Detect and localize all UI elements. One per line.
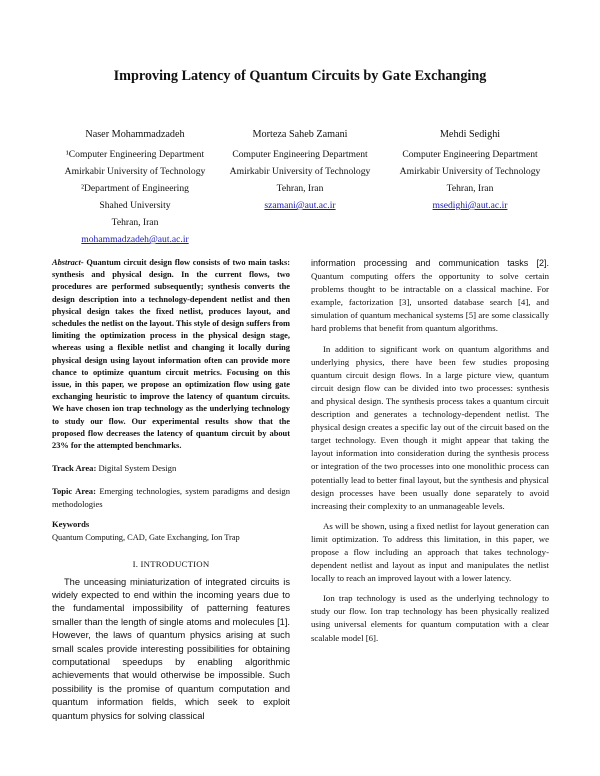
- author-affiliation-line: Tehran, Iran: [276, 183, 324, 194]
- author-affiliation-line: Amirkabir University of Technology: [229, 166, 371, 177]
- left-column: [52, 257, 290, 723]
- track-area-label: Track Area:: [52, 463, 97, 474]
- author-affiliation-line: Tehran, Iran: [446, 183, 494, 194]
- body-text: Quantum computing offers the opportunity to solve certain problems thought to be intractable on a classical machine. For example, factorization [3], unsorted database search [4], and simulation of quantum mechanical systems [5] are some classically hard problems that benefit from quantum algorithms.: [311, 271, 549, 334]
- author-affiliation-line: Shahed University: [99, 200, 171, 211]
- author-block-1: [40, 126, 230, 248]
- keywords-value: Quantum Computing, CAD, Gate Exchanging, Ion Trap: [52, 533, 240, 543]
- track-area: [52, 462, 290, 475]
- body-paragraph: As will be shown, using a fixed netlist for layout generation can limit optimization. To address this limitation, in this paper, we propose a flow including an approach that takes technology-dependent netlist and layout as input and manipulates the netlist locally to reach an improved layout with a lower latency.: [311, 520, 549, 584]
- topic-area: [52, 485, 290, 511]
- right-column: [311, 257, 549, 652]
- author-block-2: [205, 126, 395, 214]
- abstract-label: Abstract-: [52, 258, 84, 267]
- author-email-link[interactable]: szamani@aut.ac.ir: [264, 200, 336, 211]
- body-paragraph: In addition to significant work on quantum algorithms and underlying physics, there have been few studies proposing quantum circuit design flows. In a large picture view, quantum circuit design flow can be divided into two processes: synthesis and physical design. The synthesis process takes a quantum circuit description and generates a technology-dependent netlist. The physical design creates a specific lay out of the circuit based on the target technology. Even though it might appear that taking the layout information into consideration during the synthesis process or integration of the two processes into one monolithic process can potentially lead to better final layout, but the synthesis and physical design processes have been usually done separately to avoid increasing their complexity to an unmanageable levels.: [311, 343, 549, 511]
- author-block-3: [375, 126, 565, 214]
- body-paragraph: Ion trap technology is used as the underlying technology to study our flow. Ion trap technology has been physically realized using universal elements for quantum computation with a clear scalable model [6].: [311, 593, 549, 643]
- body-paragraph: [311, 257, 549, 336]
- author-name: Mehdi Sedighi: [439, 129, 501, 140]
- body-text-continued: information processing and communication tasks [2].: [311, 258, 549, 268]
- abstract: [52, 257, 290, 452]
- author-affiliation-line: ¹Computer Engineering Department: [65, 149, 205, 160]
- section-heading-introduction: I. INTRODUCTION: [132, 559, 210, 570]
- author-affiliation-line: ²Department of Engineering: [81, 183, 189, 194]
- author-email-link[interactable]: mohammadzadeh@aut.ac.ir: [81, 234, 189, 245]
- track-area-value: Digital System Design: [96, 463, 177, 474]
- intro-paragraph: The unceasing miniaturization of integrated circuits is widely expected to end within the incoming years due to the fundamental impossibility of patterning features smaller than the length of single atoms and molecules [1]. However, the laws of quantum physics arising at such small scales provide interesting possibilities for obtaining computational speedups by enabling algorithmic achievements that would otherwise be impossible. Such possibility is the promise of quantum computation and quantum information fields, which seek to exploit quantum physics for solving classical: [52, 576, 290, 721]
- author-affiliation-line: Computer Engineering Department: [402, 149, 538, 160]
- author-affiliation-line: Tehran, Iran: [111, 217, 159, 228]
- author-email-link[interactable]: msedighi@aut.ac.ir: [432, 200, 508, 211]
- author-name: Morteza Saheb Zamani: [252, 129, 348, 140]
- keywords-label: Keywords: [52, 519, 90, 530]
- topic-area-label: Topic Area:: [52, 486, 96, 497]
- author-affiliation-line: Amirkabir University of Technology: [399, 166, 541, 177]
- author-affiliation-line: Computer Engineering Department: [232, 149, 368, 160]
- topic-area-value: Emerging technologies, system paradigms and design methodologies: [52, 486, 290, 510]
- abstract-text: Quantum circuit design flow consists of two main tasks: synthesis and physical design. In the current flows, two procedures are performed subsequently; synthesis converts the design description into a technology-dependent netlist and then physical design takes the fixed netlist, produces layout, and schedules the netlist on the layout. This style of design suffers from limiting the optimization process in the physical design stage, whereas using a flexible netlist and changing it locally during physical design using layout information often can provide more chance to optimize quantum circuit metrics. Focusing on this issue, in this paper, we propose an optimization flow using gate exchanging heuristic to improve the latency of quantum circuits. We have chosen ion trap technology as the underlying technology to study our flow. Our experimental results show that the proposed flow decreases the latency of quantum circuit by about 23% for the attempted benchmarks.: [52, 258, 290, 451]
- author-affiliation-line: Amirkabir University of Technology: [64, 166, 206, 177]
- paper-title: Improving Latency of Quantum Circuits by Gate Exchanging: [113, 68, 487, 84]
- author-name: Naser Mohammadzadeh: [85, 129, 185, 140]
